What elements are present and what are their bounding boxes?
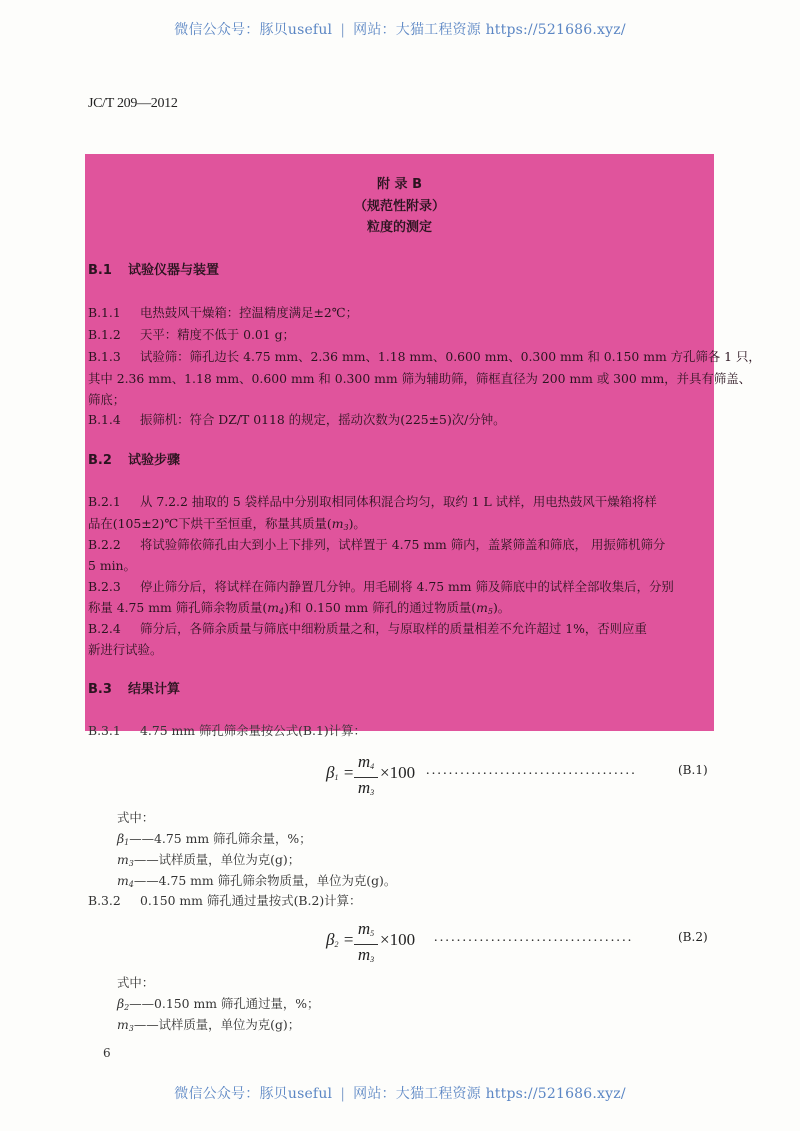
watermark-top [0,19,800,39]
clause-b2-4: B.2.4 筛分后，各筛余质量与筛底中细粉质量之和，与原取样的质量相差不允许超过 1%，否则应重 [88,621,647,636]
watermark-website: 网站：大猫工程资源 https://521686.xyz/ [353,22,626,38]
clause-b2-2: B.2.2 将试验筛依筛孔由大到小上下排列，试样置于 4.75 mm 筛内，盖紧筛盖和筛底， 用振筛机筛分 [88,537,666,552]
watermark-separator: | [340,1086,346,1102]
watermark-wechat: 微信公众号：豚贝useful [174,1086,333,1102]
equation-number: (B.2) [678,930,708,944]
watermark-website: 网站：大猫工程资源 https://521686.xyz/ [353,1086,626,1102]
clause-b2-1: B.2.1 从 7.2.2 抽取的 5 袋样品中分别取相同体积混合均匀，取约 1 L 试样，用电热鼓风干燥箱将样 [88,494,657,509]
where-item: $m_3——$试样质量，单位为克(g)； [117,852,301,868]
section-title: 试验步骤 [128,453,181,468]
clause-b2-3: B.2.3 停止筛分后，将试样在筛内静置几分钟。用毛刷将 4.75 mm 筛及筛底中的试样全部收集后，分别 [88,579,674,594]
where-item: $\beta_1——4.75$ mm 筛孔筛余量，%； [117,831,312,847]
section-heading-b1 [88,263,219,279]
section-number: B.1 [88,263,112,278]
clause-b1-4: B.1.4 振筛机：符合 DZ/T 0118 的规定，摇动次数为(225±5)次/分钟。 [88,412,506,427]
clause-b1-2: B.1.2 天平：精度不低于 0.01 g； [88,327,295,342]
appendix-name: 粒度的测定 [366,220,432,235]
watermark-wechat: 微信公众号：豚贝useful [174,22,333,38]
clause-b2-4-cont1: 新进行试验。 [88,642,163,657]
formula-lhs: $\beta_2$ = [326,930,355,949]
formula-b1 [326,753,716,799]
formula-leader-dots: ................................... [434,930,634,945]
section-number: B.3 [88,682,112,697]
formula-leader-dots: ..................................... [426,763,637,778]
formula-lhs: $\beta_1$ = [326,763,355,782]
formula-fraction: $m_4$ $m_3$ [354,753,378,802]
where-item: $m_4——4.75$ mm 筛孔筛余物质量，单位为克(g)。 [117,873,397,889]
highlight-region [85,154,714,731]
section-heading-b2 [88,453,180,469]
section-heading-b3 [88,682,180,698]
section-title: 结果计算 [128,682,181,697]
clause-b1-3-cont1: 其中 2.36 mm、1.18 mm、0.600 mm 和 0.300 mm 筛为辅助筛，筛框直径为 200 mm 或 300 mm，并具有筛盖、 [88,371,751,386]
where-item: $m_3——$试样质量，单位为克(g)； [117,1017,301,1033]
appendix-title: 附 录 B [377,177,422,192]
equation-number: (B.1) [678,763,708,777]
formula-multiplier: ×100 [380,930,416,949]
clause-b1-1: B.1.1 电热鼓风干燥箱：控温精度满足±2℃； [88,305,358,320]
where-label: 式中： [117,810,155,825]
clause-b3-1: B.3.1 4.75 mm 筛孔筛余量按公式(B.1)计算： [88,723,366,738]
clause-b2-2-cont1: 5 min。 [88,558,136,573]
formula-b2 [326,920,716,966]
section-number: B.2 [88,453,112,468]
formula-fraction: $m_5$ $m_3$ [354,920,378,969]
clause-b1-3: B.1.3 试验筛：筛孔边长 4.75 mm、2.36 mm、1.18 mm、0.600 mm、0.300 mm 和 0.150 mm 方孔筛各 1 只， [88,349,761,364]
appendix-subtitle: （规范性附录） [353,199,445,214]
watermark-separator: | [340,22,346,38]
section-title: 试验仪器与装置 [128,263,220,278]
clause-b2-1-cont1: 品在(105±2)℃下烘干至恒重，称量其质量$(m_3)$。 [88,516,366,532]
formula-multiplier: ×100 [380,763,416,782]
watermark-bottom [0,1083,800,1103]
clause-b1-3-cont2: 筛底； [88,392,126,407]
where-item: $\beta_2——0.150$ mm 筛孔通过量，%； [117,996,320,1012]
page-number: 6 [103,1046,111,1060]
where-label: 式中： [117,975,155,990]
document-code: JC/T 209—2012 [88,96,178,111]
clause-b3-2: B.3.2 0.150 mm 筛孔通过量按式(B.2)计算： [88,893,362,908]
clause-b2-3-cont1: 称量 4.75 mm 筛孔筛余物质量$(m_4)$和 0.150 mm 筛孔的通过物质量$(m_5)$。 [88,600,511,616]
